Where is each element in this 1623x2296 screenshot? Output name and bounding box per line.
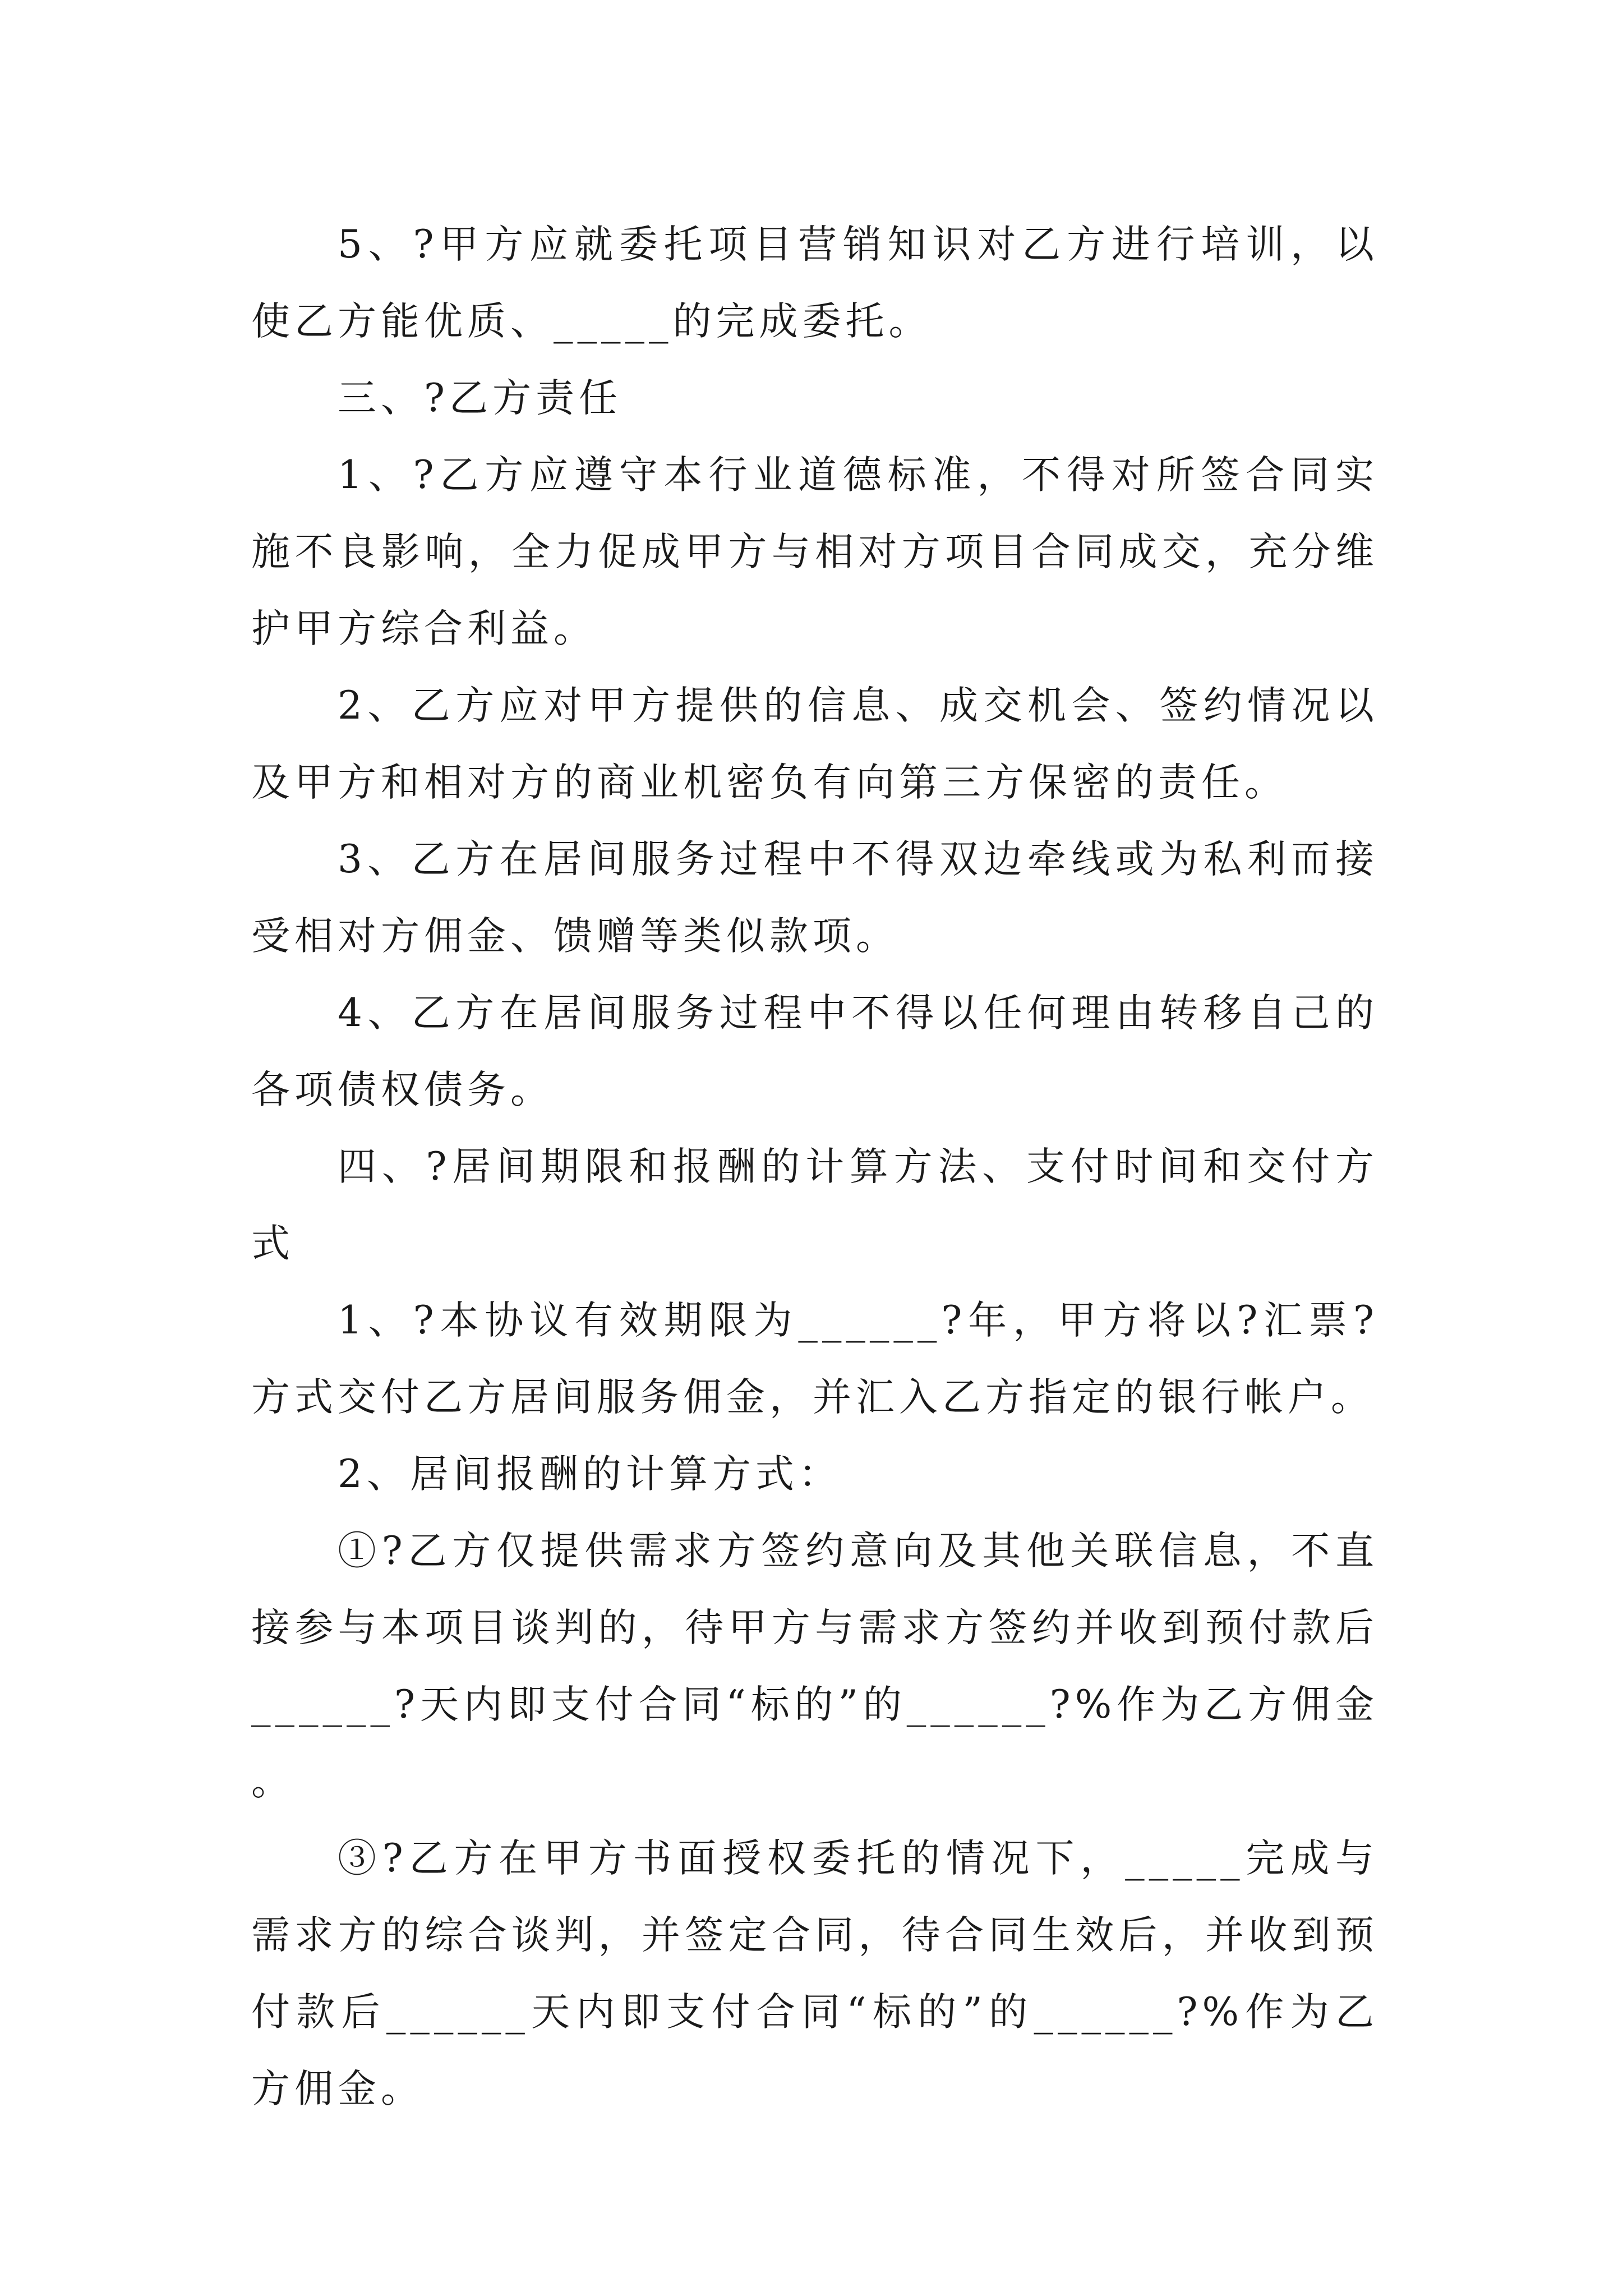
clause-paragraph: ①?乙方仅提供需求方签约意向及其他关联信息，不直接参与本项目谈判的，待甲方与需求方签约并收到预付款后______?天内即支付合同“标的”的______?%作为乙方佣金。 xyxy=(251,1529,1378,1804)
clause-paragraph: 3、乙方在居间服务过程中不得双边牵线或为私利而接受相对方佣金、馈赠等类似款项。 xyxy=(251,837,1378,959)
clause-paragraph: 1、?本协议有效期限为______?年，甲方将以?汇票?方式交付乙方居间服务佣金，并汇入乙方指定的银行帐户。 xyxy=(251,1298,1378,1420)
section-heading: 三、?乙方责任 xyxy=(338,376,622,421)
clause-paragraph: 5、?甲方应就委托项目营销知识对乙方进行培训，以使乙方能优质、_____的完成委托。 xyxy=(251,222,1378,344)
clause-paragraph: 2、居间报酬的计算方式： xyxy=(338,1452,842,1497)
clause-paragraph: 1、?乙方应遵守本行业道德标准，不得对所签合同实施不良影响，全力促成甲方与相对方项目合同成交，充分维护甲方综合利益。 xyxy=(251,453,1378,651)
clause-paragraph: 4、乙方在居间服务过程中不得以任何理由转移自己的各项债权债务。 xyxy=(251,991,1378,1112)
document-body xyxy=(251,206,1378,2128)
clause-paragraph: ③?乙方在甲方书面授权委托的情况下，_____完成与需求方的综合谈判，并签定合同，待合同生效后，并收到预付款后______天内即支付合同“标的”的______?%作为乙方佣金。 xyxy=(251,1836,1378,2111)
section-heading: 四、?居间期限和报酬的计算方法、支付时间和交付方式 xyxy=(251,1144,1378,1266)
clause-paragraph: 2、乙方应对甲方提供的信息、成交机会、签约情况以及甲方和相对方的商业机密负有向第三方保密的责任。 xyxy=(251,683,1378,805)
